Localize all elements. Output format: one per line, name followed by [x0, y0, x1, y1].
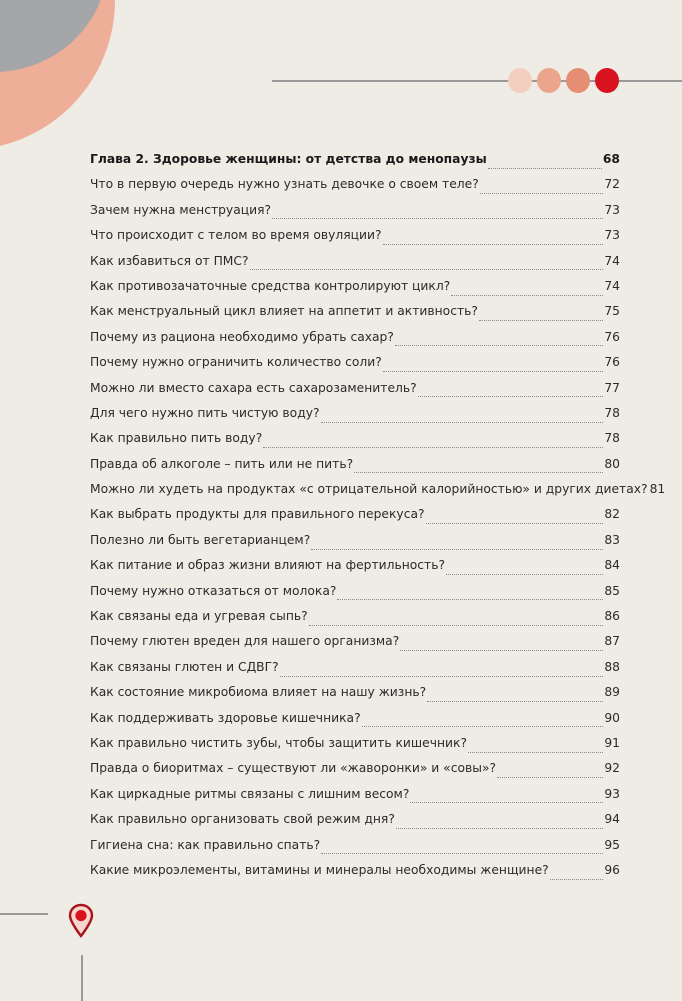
dot-leader	[479, 319, 603, 321]
entry-page-number: 84	[604, 558, 620, 573]
progress-dots	[508, 68, 619, 93]
entry-page-number: 72	[604, 177, 620, 192]
entry-page-number: 74	[604, 278, 620, 293]
entry-title: Почему нужно ограничить количество соли?	[90, 355, 382, 370]
toc-entry[interactable]	[90, 175, 620, 200]
entry-page-number: 88	[604, 659, 620, 674]
entry-title: Можно ли вместо сахара есть сахарозаменитель?	[90, 380, 417, 395]
dot-leader	[395, 344, 603, 346]
entry-title: Как питание и образ жизни влияют на фертильность?	[90, 558, 445, 573]
dot-leader	[550, 878, 604, 880]
toc-entry[interactable]	[90, 353, 620, 378]
entry-page-number: 76	[604, 329, 620, 344]
dot-leader	[337, 598, 603, 600]
toc-entry[interactable]	[90, 582, 620, 607]
entry-page-number: 87	[604, 634, 620, 649]
entry-page-number: 77	[604, 380, 620, 395]
dot-leader	[354, 471, 603, 473]
dot-leader	[426, 522, 604, 524]
entry-title: Можно ли худеть на продуктах «с отрицательной калорийностью» и других диетах?	[90, 482, 648, 497]
dot-leader	[497, 776, 603, 778]
entry-page-number: 78	[604, 431, 620, 446]
entry-title: Гигиена сна: как правильно спать?	[90, 837, 321, 852]
entry-title: Что в первую очередь нужно узнать девочке о своем теле?	[90, 177, 479, 192]
dot-leader	[396, 827, 603, 829]
entry-title: Что происходит с телом во время овуляции?	[90, 228, 382, 243]
entry-page-number: 90	[604, 710, 620, 725]
entry-title: Как противозачаточные средства контролируют цикл?	[90, 278, 451, 293]
toc-entry[interactable]	[90, 379, 620, 404]
entry-title: Как поддерживать здоровье кишечника?	[90, 710, 361, 725]
toc-entry[interactable]	[90, 734, 620, 759]
dot-leader	[410, 801, 603, 803]
entry-page-number: 76	[604, 355, 620, 370]
entry-page-number: 74	[604, 253, 620, 268]
chapter-page-number: 68	[602, 152, 620, 166]
entry-page-number: 94	[604, 812, 620, 827]
chapter-title: Глава 2. Здоровье женщины: от детства до менопаузы	[90, 152, 487, 166]
dot-leader	[400, 649, 603, 651]
toc-chapter-heading[interactable]	[90, 150, 620, 175]
toc-entry[interactable]	[90, 404, 620, 429]
entry-page-number: 85	[604, 583, 620, 598]
entry-page-number: 89	[604, 685, 620, 700]
toc-entry[interactable]	[90, 277, 620, 302]
entry-title: Какие микроэлементы, витамины и минералы необходимы женщине?	[90, 862, 549, 877]
entry-page-number: 96	[604, 862, 620, 877]
progress-dot	[566, 68, 590, 93]
toc-entry[interactable]	[90, 785, 620, 810]
entry-page-number: 73	[604, 202, 620, 217]
toc-entry[interactable]	[90, 429, 620, 454]
entry-title: Как менструальный цикл влияет на аппетит и активность?	[90, 304, 478, 319]
entry-page-number: 82	[604, 507, 620, 522]
toc-entry[interactable]	[90, 759, 620, 784]
dot-leader	[362, 725, 604, 727]
dot-leader	[311, 548, 603, 550]
entry-title: Как правильно чистить зубы, чтобы защитить кишечник?	[90, 735, 467, 750]
entry-title: Полезно ли быть вегетарианцем?	[90, 532, 311, 547]
entry-title: Правда о биоритмах – существуют ли «жаворонки» и «совы»?	[90, 761, 496, 776]
entry-title: Как правильно пить воду?	[90, 431, 263, 446]
progress-dot	[537, 68, 561, 93]
toc-entry[interactable]	[90, 836, 620, 861]
decorative-left-line	[0, 913, 48, 915]
entry-title: Как связаны глютен и СДВГ?	[90, 659, 279, 674]
dot-leader	[263, 446, 603, 448]
toc-entry[interactable]	[90, 480, 666, 505]
toc-entry[interactable]	[90, 658, 620, 683]
entry-title: Правда об алкоголе – пить или не пить?	[90, 456, 354, 471]
toc-entry[interactable]	[90, 252, 620, 277]
dot-leader	[383, 370, 604, 372]
dot-leader	[480, 192, 604, 194]
decorative-vertical-line	[81, 955, 83, 1001]
dot-leader	[250, 268, 604, 270]
entry-title: Как состояние микробиома влияет на нашу жизнь?	[90, 685, 427, 700]
dot-leader	[427, 700, 603, 702]
dot-leader	[309, 624, 604, 626]
toc-entry[interactable]	[90, 861, 620, 886]
toc-entry[interactable]	[90, 505, 620, 530]
entry-title: Как правильно организовать свой режим дня?	[90, 812, 395, 827]
progress-dot-active	[595, 68, 619, 93]
entry-title: Как связаны еда и угревая сыпь?	[90, 609, 308, 624]
entry-page-number: 86	[604, 609, 620, 624]
toc-entries	[90, 175, 666, 886]
entry-page-number: 75	[604, 304, 620, 319]
toc-entry[interactable]	[90, 302, 620, 327]
entry-title: Почему из рациона необходимо убрать сахар?	[90, 329, 394, 344]
toc-entry[interactable]	[90, 201, 620, 226]
dot-leader	[468, 751, 603, 753]
toc-entry[interactable]	[90, 810, 620, 835]
entry-page-number: 78	[604, 405, 620, 420]
toc-entry[interactable]	[90, 632, 620, 657]
dot-leader	[321, 421, 604, 423]
entry-page-number: 80	[604, 456, 620, 471]
toc-entry[interactable]	[90, 226, 620, 251]
entry-page-number: 73	[604, 228, 620, 243]
table-of-contents	[90, 150, 666, 886]
toc-entry[interactable]	[90, 531, 620, 556]
toc-entry[interactable]	[90, 683, 620, 708]
dot-leader	[418, 395, 604, 397]
dot-leader	[321, 852, 603, 854]
map-pin-icon	[68, 903, 94, 939]
entry-title: Как циркадные ритмы связаны с лишним весом?	[90, 786, 410, 801]
progress-dot	[508, 68, 532, 93]
entry-page-number: 91	[604, 735, 620, 750]
dot-leader	[383, 243, 604, 245]
entry-page-number: 81	[649, 482, 666, 497]
entry-title: Как выбрать продукты для правильного перекуса?	[90, 507, 425, 522]
dot-leader	[446, 573, 603, 575]
toc-entry[interactable]	[90, 328, 620, 353]
toc-entry[interactable]	[90, 607, 620, 632]
entry-page-number: 95	[604, 837, 620, 852]
dot-leader	[272, 217, 603, 219]
entry-title: Зачем нужна менструация?	[90, 202, 272, 217]
decorative-top-line	[272, 80, 682, 82]
dot-leader	[280, 675, 604, 677]
toc-entry[interactable]	[90, 709, 620, 734]
entry-page-number: 93	[604, 786, 620, 801]
entry-title: Как избавиться от ПМС?	[90, 253, 249, 268]
toc-entry[interactable]	[90, 556, 620, 581]
entry-title: Почему глютен вреден для нашего организма?	[90, 634, 400, 649]
entry-title: Для чего нужно пить чистую воду?	[90, 405, 320, 420]
toc-entry[interactable]	[90, 455, 620, 480]
entry-page-number: 83	[604, 532, 620, 547]
dot-leader	[488, 167, 602, 169]
dot-leader	[451, 294, 603, 296]
entry-title: Почему нужно отказаться от молока?	[90, 583, 337, 598]
entry-page-number: 92	[604, 761, 620, 776]
